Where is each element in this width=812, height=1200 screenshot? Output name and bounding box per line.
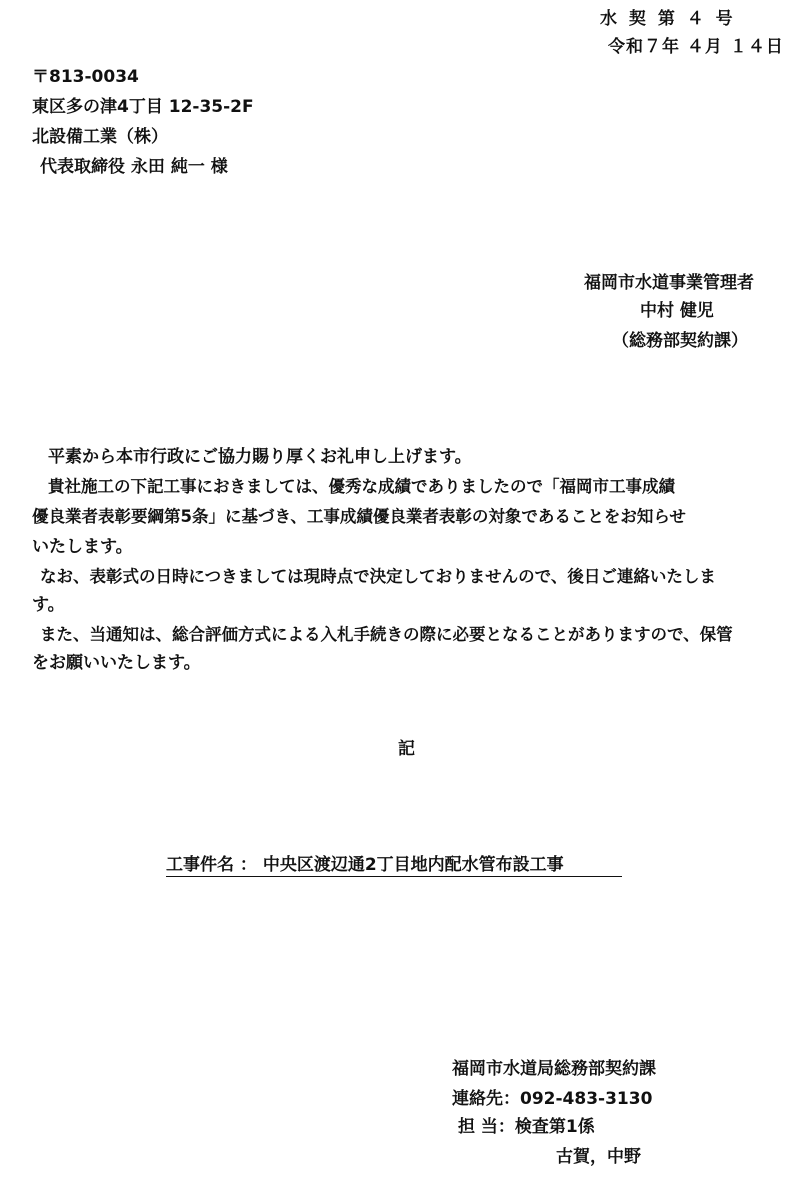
document-date: 令和７年 ４月 １４日 bbox=[608, 37, 784, 57]
recipient-company: 北設備工業（株） bbox=[32, 127, 168, 147]
sender-name: 中村 健児 bbox=[640, 301, 714, 321]
contact-department: 福岡市水道局総務部契約課 bbox=[452, 1059, 656, 1079]
body-line-3: 優良業者表彰要綱第5条」に基づき、工事成績優良業者表彰の対象であることをお知らせ bbox=[32, 507, 686, 526]
recipient-postal-code: 〒813-0034 bbox=[32, 67, 139, 87]
body-line-7: また、当通知は、総合評価方式による入札手続きの際に必要となることがありますので、保管 bbox=[40, 625, 733, 644]
body-line-1: 平素から本市行政にご協力賜り厚くお礼申し上げます。 bbox=[48, 447, 472, 467]
contact-phone: 連絡先：092-483-3130 bbox=[452, 1089, 653, 1109]
contact-person-label: 担 当：検査第1係 bbox=[458, 1117, 595, 1137]
body-line-5: なお、表彰式の日時につきましては現時点で決定しておりませんので、後日ご連絡いたしま bbox=[40, 567, 716, 586]
document-number: 水 契 第 ４ 号 bbox=[600, 9, 736, 29]
body-line-4: いたします。 bbox=[32, 537, 133, 557]
sender-department: （総務部契約課） bbox=[612, 331, 748, 351]
body-line-6: す。 bbox=[32, 595, 65, 615]
ki-heading: 記 bbox=[398, 739, 415, 759]
body-line-2: 貴社施工の下記工事におきましては、優秀な成績でありましたので「福岡市工事成績 bbox=[48, 477, 675, 496]
recipient-representative: 代表取締役 永田 純一 様 bbox=[40, 157, 228, 177]
recipient-address: 東区多の津4丁目 12-35-2F bbox=[32, 97, 254, 117]
sender-organization: 福岡市水道事業管理者 bbox=[584, 273, 754, 293]
body-line-8: をお願いいたします。 bbox=[32, 653, 201, 673]
contact-persons: 古賀，中野 bbox=[556, 1147, 641, 1167]
project-name: 工事件名 ： 中央区渡辺通2丁目地内配水管布設工事 bbox=[166, 855, 564, 875]
project-name-underline bbox=[166, 876, 622, 877]
